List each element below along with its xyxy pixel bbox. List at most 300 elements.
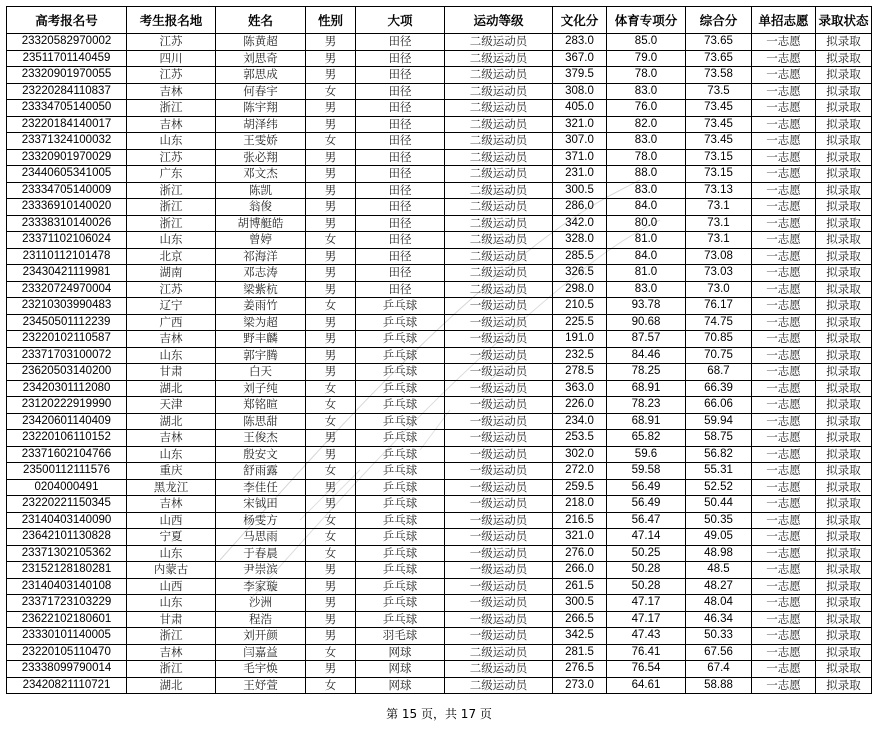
gender-cell: 女 bbox=[306, 463, 356, 480]
gender-cell: 男 bbox=[306, 331, 356, 348]
preference-cell: 一志愿 bbox=[752, 611, 816, 628]
sport-score-cell: 59.6 bbox=[607, 446, 686, 463]
sport-cell: 田径 bbox=[356, 50, 445, 67]
athlete-level-cell: 一级运动员 bbox=[445, 397, 553, 414]
academic-score-cell: 328.0 bbox=[553, 232, 607, 249]
table-row bbox=[7, 34, 872, 51]
region-cell: 黑龙江 bbox=[127, 479, 216, 496]
col-header-region: 考生报名地 bbox=[127, 7, 216, 34]
total-score-cell: 73.1 bbox=[686, 215, 752, 232]
athlete-level-cell: 二级运动员 bbox=[445, 116, 553, 133]
status-cell: 拟录取 bbox=[816, 133, 872, 150]
name-cell: 梁紫杭 bbox=[216, 281, 306, 298]
preference-cell: 一志愿 bbox=[752, 446, 816, 463]
status-cell: 拟录取 bbox=[816, 677, 872, 694]
name-cell: 张必翔 bbox=[216, 149, 306, 166]
name-cell: 毛宇焕 bbox=[216, 661, 306, 678]
region-cell: 山西 bbox=[127, 512, 216, 529]
region-cell: 广西 bbox=[127, 314, 216, 331]
name-cell: 杨雯方 bbox=[216, 512, 306, 529]
athlete-level-cell: 一级运动员 bbox=[445, 463, 553, 480]
athlete-level-cell: 二级运动员 bbox=[445, 248, 553, 265]
gender-cell: 女 bbox=[306, 232, 356, 249]
region-cell: 广东 bbox=[127, 166, 216, 183]
academic-score-cell: 253.5 bbox=[553, 430, 607, 447]
exam-id-cell: 23320901970055 bbox=[7, 67, 127, 84]
exam-id-cell: 23140403140090 bbox=[7, 512, 127, 529]
preference-cell: 一志愿 bbox=[752, 133, 816, 150]
academic-score-cell: 302.0 bbox=[553, 446, 607, 463]
sport-score-cell: 76.41 bbox=[607, 644, 686, 661]
total-score-cell: 73.03 bbox=[686, 265, 752, 282]
athlete-level-cell: 二级运动员 bbox=[445, 199, 553, 216]
athlete-level-cell: 二级运动员 bbox=[445, 100, 553, 117]
region-cell: 天津 bbox=[127, 397, 216, 414]
status-cell: 拟录取 bbox=[816, 628, 872, 645]
sport-cell: 乒乓球 bbox=[356, 479, 445, 496]
status-cell: 拟录取 bbox=[816, 496, 872, 513]
status-cell: 拟录取 bbox=[816, 298, 872, 315]
sport-score-cell: 47.43 bbox=[607, 628, 686, 645]
name-cell: 闫嘉益 bbox=[216, 644, 306, 661]
sport-score-cell: 88.0 bbox=[607, 166, 686, 183]
table-row bbox=[7, 512, 872, 529]
exam-id-cell: 23140403140108 bbox=[7, 578, 127, 595]
name-cell: 于春晨 bbox=[216, 545, 306, 562]
table-row bbox=[7, 562, 872, 579]
sport-score-cell: 83.0 bbox=[607, 182, 686, 199]
gender-cell: 男 bbox=[306, 578, 356, 595]
sport-cell: 网球 bbox=[356, 677, 445, 694]
athlete-level-cell: 二级运动员 bbox=[445, 232, 553, 249]
name-cell: 程浩 bbox=[216, 611, 306, 628]
name-cell: 祁海洋 bbox=[216, 248, 306, 265]
sport-cell: 乒乓球 bbox=[356, 314, 445, 331]
sport-cell: 田径 bbox=[356, 182, 445, 199]
name-cell: 刘子纯 bbox=[216, 380, 306, 397]
status-cell: 拟录取 bbox=[816, 661, 872, 678]
preference-cell: 一志愿 bbox=[752, 248, 816, 265]
total-score-cell: 73.5 bbox=[686, 83, 752, 100]
athlete-level-cell: 一级运动员 bbox=[445, 529, 553, 546]
total-score-cell: 73.45 bbox=[686, 133, 752, 150]
preference-cell: 一志愿 bbox=[752, 331, 816, 348]
exam-id-cell: 23320582970002 bbox=[7, 34, 127, 51]
sport-cell: 田径 bbox=[356, 199, 445, 216]
sport-score-cell: 76.54 bbox=[607, 661, 686, 678]
region-cell: 辽宁 bbox=[127, 298, 216, 315]
total-score-cell: 66.39 bbox=[686, 380, 752, 397]
col-header-athlete-level: 运动等级 bbox=[445, 7, 553, 34]
sport-score-cell: 50.28 bbox=[607, 578, 686, 595]
gender-cell: 女 bbox=[306, 83, 356, 100]
name-cell: 何春宇 bbox=[216, 83, 306, 100]
sport-score-cell: 68.91 bbox=[607, 380, 686, 397]
total-score-cell: 70.85 bbox=[686, 331, 752, 348]
athlete-level-cell: 一级运动员 bbox=[445, 512, 553, 529]
status-cell: 拟录取 bbox=[816, 199, 872, 216]
gender-cell: 男 bbox=[306, 347, 356, 364]
exam-id-cell: 23220105110470 bbox=[7, 644, 127, 661]
region-cell: 浙江 bbox=[127, 199, 216, 216]
preference-cell: 一志愿 bbox=[752, 628, 816, 645]
name-cell: 李佳任 bbox=[216, 479, 306, 496]
exam-id-cell: 23210303990483 bbox=[7, 298, 127, 315]
gender-cell: 女 bbox=[306, 677, 356, 694]
gender-cell: 男 bbox=[306, 248, 356, 265]
total-score-cell: 74.75 bbox=[686, 314, 752, 331]
total-score-cell: 73.0 bbox=[686, 281, 752, 298]
exam-id-cell: 23220184140017 bbox=[7, 116, 127, 133]
athlete-level-cell: 一级运动员 bbox=[445, 611, 553, 628]
gender-cell: 男 bbox=[306, 479, 356, 496]
exam-id-cell: 23330101140005 bbox=[7, 628, 127, 645]
gender-cell: 男 bbox=[306, 611, 356, 628]
name-cell: 陈凯 bbox=[216, 182, 306, 199]
gender-cell: 女 bbox=[306, 298, 356, 315]
col-header-exam-id: 高考报名号 bbox=[7, 7, 127, 34]
table-row bbox=[7, 364, 872, 381]
gender-cell: 男 bbox=[306, 595, 356, 612]
total-score-cell: 73.15 bbox=[686, 149, 752, 166]
sport-cell: 乒乓球 bbox=[356, 578, 445, 595]
status-cell: 拟录取 bbox=[816, 331, 872, 348]
table-row bbox=[7, 116, 872, 133]
status-cell: 拟录取 bbox=[816, 430, 872, 447]
athlete-level-cell: 一级运动员 bbox=[445, 562, 553, 579]
athlete-level-cell: 二级运动员 bbox=[445, 67, 553, 84]
sport-score-cell: 83.0 bbox=[607, 83, 686, 100]
academic-score-cell: 300.5 bbox=[553, 595, 607, 612]
gender-cell: 女 bbox=[306, 413, 356, 430]
gender-cell: 女 bbox=[306, 512, 356, 529]
name-cell: 陈思甜 bbox=[216, 413, 306, 430]
region-cell: 江苏 bbox=[127, 281, 216, 298]
exam-id-cell: 23450501112239 bbox=[7, 314, 127, 331]
table-row bbox=[7, 347, 872, 364]
exam-id-cell: 23440605341005 bbox=[7, 166, 127, 183]
table-row bbox=[7, 232, 872, 249]
gender-cell: 男 bbox=[306, 446, 356, 463]
table-row bbox=[7, 314, 872, 331]
preference-cell: 一志愿 bbox=[752, 34, 816, 51]
status-cell: 拟录取 bbox=[816, 215, 872, 232]
name-cell: 陈黄超 bbox=[216, 34, 306, 51]
sport-score-cell: 84.0 bbox=[607, 199, 686, 216]
academic-score-cell: 321.0 bbox=[553, 116, 607, 133]
exam-id-cell: 23220106110152 bbox=[7, 430, 127, 447]
sport-score-cell: 78.23 bbox=[607, 397, 686, 414]
name-cell: 胡泽纬 bbox=[216, 116, 306, 133]
sport-score-cell: 78.0 bbox=[607, 149, 686, 166]
academic-score-cell: 285.5 bbox=[553, 248, 607, 265]
sport-cell: 田径 bbox=[356, 34, 445, 51]
status-cell: 拟录取 bbox=[816, 364, 872, 381]
status-cell: 拟录取 bbox=[816, 314, 872, 331]
academic-score-cell: 273.0 bbox=[553, 677, 607, 694]
preference-cell: 一志愿 bbox=[752, 314, 816, 331]
academic-score-cell: 308.0 bbox=[553, 83, 607, 100]
total-score-cell: 50.35 bbox=[686, 512, 752, 529]
sport-cell: 田径 bbox=[356, 149, 445, 166]
status-cell: 拟录取 bbox=[816, 67, 872, 84]
sport-score-cell: 59.58 bbox=[607, 463, 686, 480]
sport-cell: 乒乓球 bbox=[356, 397, 445, 414]
preference-cell: 一志愿 bbox=[752, 644, 816, 661]
academic-score-cell: 226.0 bbox=[553, 397, 607, 414]
sport-score-cell: 50.28 bbox=[607, 562, 686, 579]
status-cell: 拟录取 bbox=[816, 166, 872, 183]
sport-cell: 田径 bbox=[356, 83, 445, 100]
gender-cell: 男 bbox=[306, 100, 356, 117]
table-row bbox=[7, 100, 872, 117]
region-cell: 山东 bbox=[127, 133, 216, 150]
sport-cell: 田径 bbox=[356, 215, 445, 232]
status-cell: 拟录取 bbox=[816, 446, 872, 463]
exam-id-cell: 23371324100032 bbox=[7, 133, 127, 150]
academic-score-cell: 276.0 bbox=[553, 545, 607, 562]
col-header-status: 录取状态 bbox=[816, 7, 872, 34]
sport-cell: 田径 bbox=[356, 248, 445, 265]
athlete-level-cell: 二级运动员 bbox=[445, 644, 553, 661]
region-cell: 吉林 bbox=[127, 83, 216, 100]
exam-id-cell: 23120222919990 bbox=[7, 397, 127, 414]
sport-cell: 乒乓球 bbox=[356, 545, 445, 562]
total-score-cell: 66.06 bbox=[686, 397, 752, 414]
academic-score-cell: 210.5 bbox=[553, 298, 607, 315]
athlete-level-cell: 一级运动员 bbox=[445, 364, 553, 381]
total-score-cell: 73.1 bbox=[686, 199, 752, 216]
preference-cell: 一志愿 bbox=[752, 545, 816, 562]
gender-cell: 男 bbox=[306, 149, 356, 166]
region-cell: 江苏 bbox=[127, 149, 216, 166]
table-row bbox=[7, 215, 872, 232]
athlete-level-cell: 一级运动员 bbox=[445, 545, 553, 562]
region-cell: 甘肃 bbox=[127, 364, 216, 381]
total-score-cell: 67.4 bbox=[686, 661, 752, 678]
table-row bbox=[7, 430, 872, 447]
athlete-level-cell: 二级运动员 bbox=[445, 34, 553, 51]
exam-id-cell: 23220102110587 bbox=[7, 331, 127, 348]
region-cell: 吉林 bbox=[127, 644, 216, 661]
preference-cell: 一志愿 bbox=[752, 347, 816, 364]
gender-cell: 男 bbox=[306, 364, 356, 381]
table-row bbox=[7, 83, 872, 100]
total-score-cell: 73.13 bbox=[686, 182, 752, 199]
sport-cell: 乒乓球 bbox=[356, 364, 445, 381]
preference-cell: 一志愿 bbox=[752, 199, 816, 216]
athlete-level-cell: 二级运动员 bbox=[445, 166, 553, 183]
exam-id-cell: 23320901970029 bbox=[7, 149, 127, 166]
col-header-sport: 大项 bbox=[356, 7, 445, 34]
exam-id-cell: 23338099790014 bbox=[7, 661, 127, 678]
academic-score-cell: 371.0 bbox=[553, 149, 607, 166]
preference-cell: 一志愿 bbox=[752, 364, 816, 381]
total-score-cell: 68.7 bbox=[686, 364, 752, 381]
sport-score-cell: 83.0 bbox=[607, 281, 686, 298]
status-cell: 拟录取 bbox=[816, 265, 872, 282]
sport-score-cell: 68.91 bbox=[607, 413, 686, 430]
academic-score-cell: 259.5 bbox=[553, 479, 607, 496]
academic-score-cell: 232.5 bbox=[553, 347, 607, 364]
athlete-level-cell: 二级运动员 bbox=[445, 677, 553, 694]
table-row bbox=[7, 149, 872, 166]
name-cell: 刘思奇 bbox=[216, 50, 306, 67]
region-cell: 吉林 bbox=[127, 496, 216, 513]
preference-cell: 一志愿 bbox=[752, 298, 816, 315]
total-score-cell: 48.98 bbox=[686, 545, 752, 562]
sport-cell: 乒乓球 bbox=[356, 529, 445, 546]
status-cell: 拟录取 bbox=[816, 116, 872, 133]
exam-id-cell: 23420301112080 bbox=[7, 380, 127, 397]
athlete-level-cell: 二级运动员 bbox=[445, 281, 553, 298]
total-score-cell: 73.45 bbox=[686, 100, 752, 117]
total-score-cell: 46.34 bbox=[686, 611, 752, 628]
region-cell: 湖北 bbox=[127, 413, 216, 430]
name-cell: 野丰麟 bbox=[216, 331, 306, 348]
table-row bbox=[7, 298, 872, 315]
athlete-level-cell: 二级运动员 bbox=[445, 133, 553, 150]
academic-score-cell: 321.0 bbox=[553, 529, 607, 546]
col-header-sport-score: 体育专项分 bbox=[607, 7, 686, 34]
academic-score-cell: 191.0 bbox=[553, 331, 607, 348]
sport-score-cell: 65.82 bbox=[607, 430, 686, 447]
table-row bbox=[7, 166, 872, 183]
table-row bbox=[7, 611, 872, 628]
status-cell: 拟录取 bbox=[816, 347, 872, 364]
preference-cell: 一志愿 bbox=[752, 232, 816, 249]
sport-cell: 乒乓球 bbox=[356, 463, 445, 480]
region-cell: 甘肃 bbox=[127, 611, 216, 628]
exam-id-cell: 23334705140050 bbox=[7, 100, 127, 117]
region-cell: 山东 bbox=[127, 446, 216, 463]
sport-score-cell: 87.57 bbox=[607, 331, 686, 348]
athlete-level-cell: 二级运动员 bbox=[445, 265, 553, 282]
col-header-academic-score: 文化分 bbox=[553, 7, 607, 34]
total-score-cell: 70.75 bbox=[686, 347, 752, 364]
sport-cell: 乒乓球 bbox=[356, 446, 445, 463]
status-cell: 拟录取 bbox=[816, 380, 872, 397]
preference-cell: 一志愿 bbox=[752, 380, 816, 397]
region-cell: 江苏 bbox=[127, 67, 216, 84]
sport-cell: 田径 bbox=[356, 166, 445, 183]
academic-score-cell: 307.0 bbox=[553, 133, 607, 150]
athlete-level-cell: 一级运动员 bbox=[445, 479, 553, 496]
academic-score-cell: 326.5 bbox=[553, 265, 607, 282]
status-cell: 拟录取 bbox=[816, 413, 872, 430]
athlete-level-cell: 一级运动员 bbox=[445, 578, 553, 595]
status-cell: 拟录取 bbox=[816, 595, 872, 612]
total-score-cell: 73.45 bbox=[686, 116, 752, 133]
gender-cell: 女 bbox=[306, 380, 356, 397]
athlete-level-cell: 一级运动员 bbox=[445, 347, 553, 364]
sport-cell: 田径 bbox=[356, 232, 445, 249]
sport-cell: 田径 bbox=[356, 133, 445, 150]
region-cell: 山东 bbox=[127, 232, 216, 249]
preference-cell: 一志愿 bbox=[752, 430, 816, 447]
region-cell: 湖北 bbox=[127, 380, 216, 397]
sport-score-cell: 90.68 bbox=[607, 314, 686, 331]
name-cell: 刘开颜 bbox=[216, 628, 306, 645]
total-score-cell: 50.33 bbox=[686, 628, 752, 645]
sport-score-cell: 84.0 bbox=[607, 248, 686, 265]
name-cell: 邓文杰 bbox=[216, 166, 306, 183]
name-cell: 王雯娇 bbox=[216, 133, 306, 150]
exam-id-cell: 23220221150345 bbox=[7, 496, 127, 513]
preference-cell: 一志愿 bbox=[752, 83, 816, 100]
region-cell: 浙江 bbox=[127, 661, 216, 678]
sport-cell: 乒乓球 bbox=[356, 380, 445, 397]
gender-cell: 男 bbox=[306, 430, 356, 447]
gender-cell: 男 bbox=[306, 562, 356, 579]
exam-id-cell: 23420821110721 bbox=[7, 677, 127, 694]
academic-score-cell: 261.5 bbox=[553, 578, 607, 595]
table-row bbox=[7, 50, 872, 67]
preference-cell: 一志愿 bbox=[752, 149, 816, 166]
sport-score-cell: 82.0 bbox=[607, 116, 686, 133]
gender-cell: 男 bbox=[306, 166, 356, 183]
total-score-cell: 76.17 bbox=[686, 298, 752, 315]
exam-id-cell: 23110112101478 bbox=[7, 248, 127, 265]
region-cell: 吉林 bbox=[127, 331, 216, 348]
gender-cell: 女 bbox=[306, 644, 356, 661]
preference-cell: 一志愿 bbox=[752, 496, 816, 513]
name-cell: 李家璇 bbox=[216, 578, 306, 595]
sport-score-cell: 56.49 bbox=[607, 479, 686, 496]
sport-cell: 田径 bbox=[356, 100, 445, 117]
header-row bbox=[7, 7, 872, 34]
name-cell: 邓志涛 bbox=[216, 265, 306, 282]
name-cell: 郭宇腾 bbox=[216, 347, 306, 364]
total-score-cell: 56.82 bbox=[686, 446, 752, 463]
sport-score-cell: 47.17 bbox=[607, 595, 686, 612]
region-cell: 宁夏 bbox=[127, 529, 216, 546]
sport-score-cell: 84.46 bbox=[607, 347, 686, 364]
sport-score-cell: 78.0 bbox=[607, 67, 686, 84]
status-cell: 拟录取 bbox=[816, 248, 872, 265]
name-cell: 白天 bbox=[216, 364, 306, 381]
table-row bbox=[7, 182, 872, 199]
gender-cell: 男 bbox=[306, 34, 356, 51]
region-cell: 山东 bbox=[127, 347, 216, 364]
preference-cell: 一志愿 bbox=[752, 281, 816, 298]
table-row bbox=[7, 397, 872, 414]
gender-cell: 女 bbox=[306, 529, 356, 546]
sport-cell: 乒乓球 bbox=[356, 496, 445, 513]
sport-score-cell: 64.61 bbox=[607, 677, 686, 694]
exam-id-cell: 23622102180601 bbox=[7, 611, 127, 628]
academic-score-cell: 276.5 bbox=[553, 661, 607, 678]
name-cell: 王妤萱 bbox=[216, 677, 306, 694]
academic-score-cell: 231.0 bbox=[553, 166, 607, 183]
academic-score-cell: 281.5 bbox=[553, 644, 607, 661]
status-cell: 拟录取 bbox=[816, 281, 872, 298]
academic-score-cell: 342.5 bbox=[553, 628, 607, 645]
athlete-level-cell: 一级运动员 bbox=[445, 331, 553, 348]
name-cell: 殷安文 bbox=[216, 446, 306, 463]
academic-score-cell: 342.0 bbox=[553, 215, 607, 232]
table-row bbox=[7, 479, 872, 496]
table-row bbox=[7, 644, 872, 661]
total-score-cell: 50.44 bbox=[686, 496, 752, 513]
gender-cell: 女 bbox=[306, 545, 356, 562]
sport-score-cell: 56.47 bbox=[607, 512, 686, 529]
total-score-cell: 67.56 bbox=[686, 644, 752, 661]
exam-id-cell: 23642101130828 bbox=[7, 529, 127, 546]
gender-cell: 男 bbox=[306, 199, 356, 216]
total-score-cell: 48.27 bbox=[686, 578, 752, 595]
exam-id-cell: 23152128180281 bbox=[7, 562, 127, 579]
